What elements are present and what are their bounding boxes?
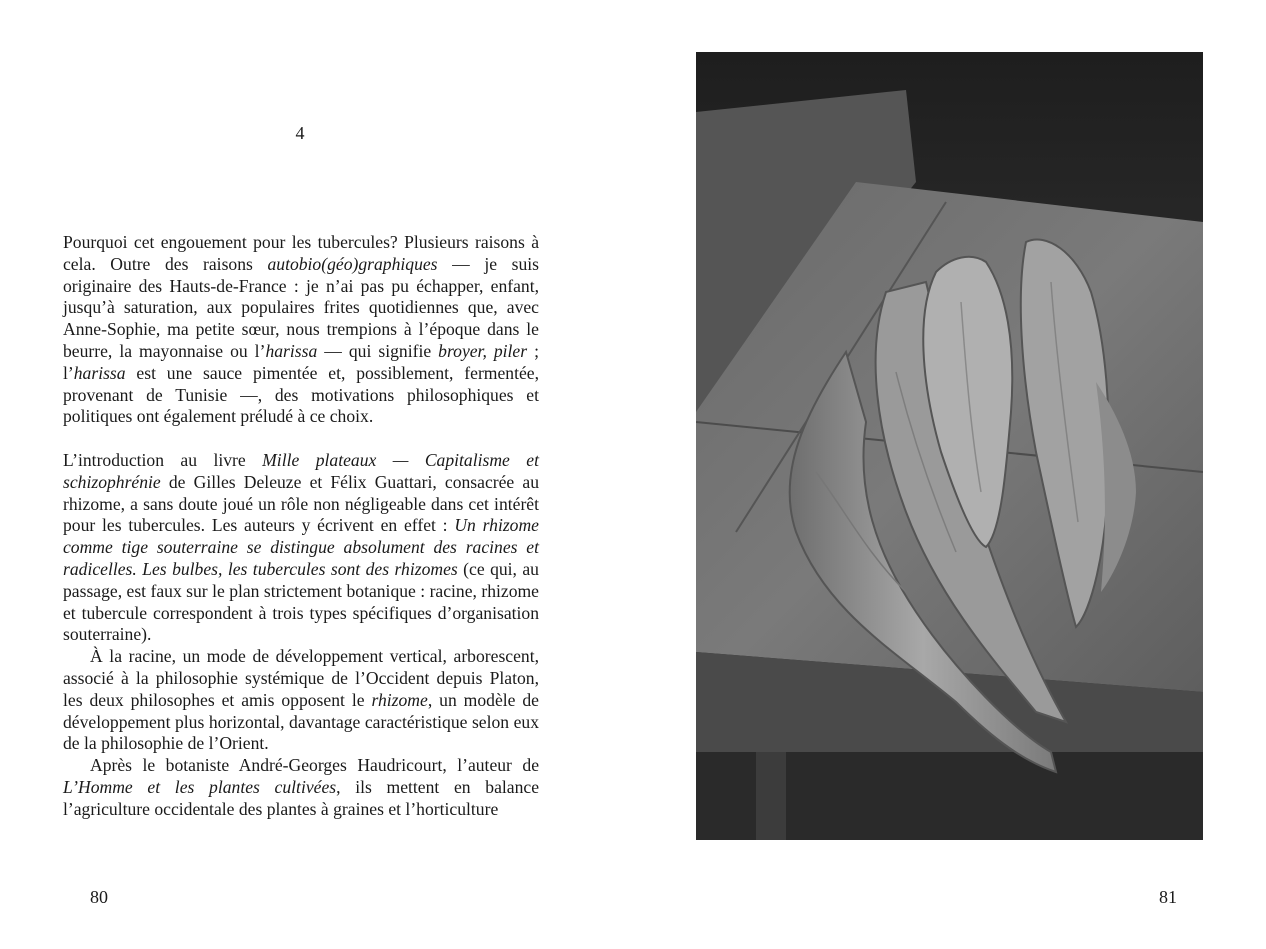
- cassava-photo: [696, 52, 1203, 840]
- italic-text: rhizome: [371, 689, 428, 710]
- italic-text: L’Homme et les plantes cultivées: [63, 776, 337, 797]
- paragraph: [63, 450, 539, 646]
- text-run: ; l’: [63, 340, 539, 383]
- text-run: L’introduction au livre: [63, 449, 263, 470]
- text-run: , un modèle de développement plus horizontal, davantage caractéristique selon eux de la philosophie de l’Orient.: [63, 689, 539, 754]
- text-run: , ils mettent en balance l’agriculture occidentale des plantes à graines et l’horticulture: [63, 776, 539, 819]
- text-run: — qui signifie: [317, 340, 439, 361]
- text-run: Pourquoi cet engouement pour les tubercules? Plusieurs raisons à cela. Outre des raisons: [63, 232, 539, 274]
- body-text: [63, 232, 539, 821]
- text-run: Après le botaniste André-Georges Haudricourt, l’auteur de: [90, 755, 539, 776]
- italic-text: autobio(géo)graphiques: [267, 253, 438, 274]
- paragraph: [63, 755, 539, 820]
- page-number-left: 80: [90, 887, 108, 907]
- text-run: — je suis originaire des Hauts-de-France : je n’ai pas pu échapper, enfant, jusqu’à saturation, aux populaires frites quotidiennes que, avec Anne-Sophie, ma petite sœur, nous trempions à l’époque dans le beurre, la mayonnaise ou l’: [63, 253, 539, 361]
- paragraph: [63, 646, 539, 755]
- text-run: de Gilles Deleuze et Félix Guattari, consacrée au rhizome, a sans doute joué un rôle non négligeable dans cet intérêt pour les tubercules. Les auteurs y écrivent en effet :: [63, 471, 539, 536]
- cassava-photo-illustration: [696, 52, 1203, 840]
- italic-text: harissa: [265, 340, 318, 361]
- text-run: À la racine, un mode de développement vertical, arborescent, associé à la philosophie systémique de l’Occident depuis Platon, les deux philosophes et amis opposent le: [63, 646, 539, 710]
- italic-text: Mille plateaux — Capitalisme et schizophrénie: [63, 449, 539, 492]
- page-number-right: 81: [1159, 887, 1177, 907]
- text-run: (ce qui, au passage, est faux sur le plan strictement botanique : racine, rhizome et tubercule correspondent à trois types spécifiques d’organisation souterraine).: [63, 558, 539, 645]
- text-run: est une sauce pimentée et, possiblement, fermentée, provenant de Tunisie —, des motivations philosophiques et politiques ont également préludé à ce choix.: [63, 362, 539, 427]
- right-page: [633, 0, 1266, 949]
- chapter-number: 4: [295, 123, 305, 143]
- italic-text: Un rhizome comme tige souterraine se distingue absolument des racines et radicelles. Les bulbes, les tubercules sont des rhizomes: [63, 515, 539, 579]
- italic-text: harissa: [73, 362, 126, 383]
- paragraph: [63, 232, 539, 428]
- italic-text: broyer, piler: [438, 340, 528, 361]
